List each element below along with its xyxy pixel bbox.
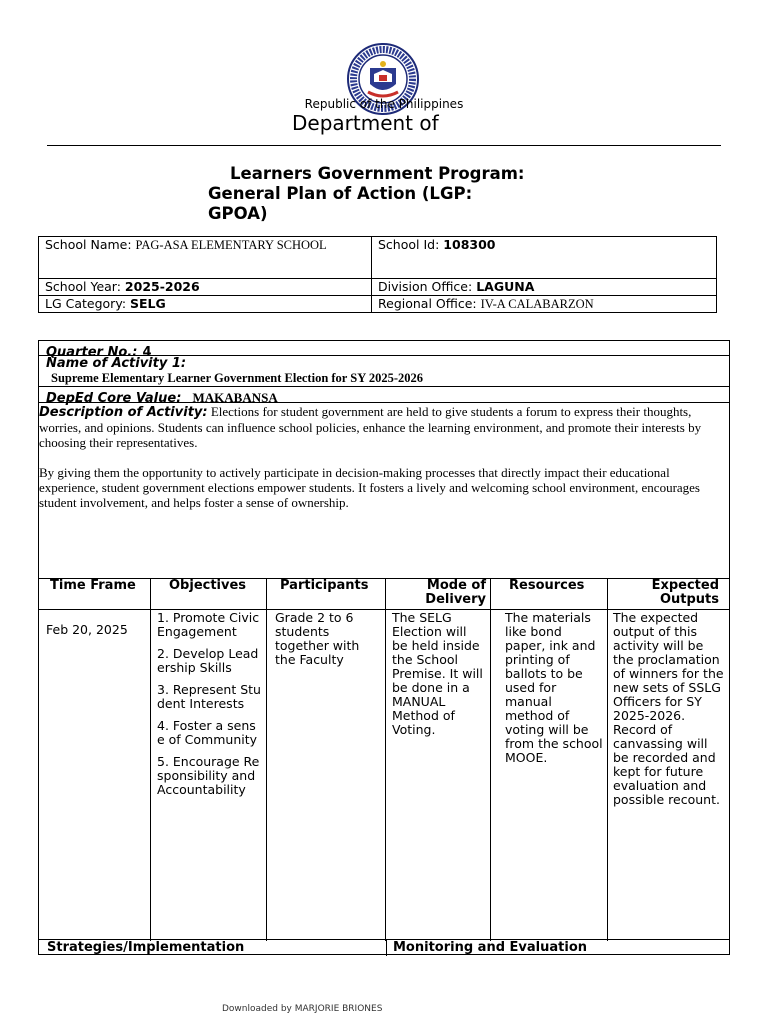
activity-name-label: Name of Activity 1:: [46, 356, 187, 371]
strategies-label: Strategies/Implementation: [47, 940, 245, 955]
school-id-label: School Id:: [378, 237, 440, 252]
header-outputs: Expected Outputs: [651, 578, 719, 607]
outputs-value: The expected output of this activity will be the proclamation of winners for the new sets of SSLG Officers for SY 2025-2026. Record of canvassing will be recorded and kept for future evaluation and possible recount.: [613, 610, 724, 807]
division-value: LAGUNA: [476, 279, 535, 294]
mode-value: The SELG Election will be held inside the School Premise. It will be done in a MANUAL Method of Voting.: [392, 610, 483, 737]
bottom-row: [39, 939, 729, 956]
core-value-row: [39, 387, 729, 406]
participants-value: Grade 2 to 6 students together with the Faculty: [275, 610, 360, 667]
school-name-label: School Name:: [45, 237, 132, 252]
description-paragraph-1: [39, 404, 721, 450]
document-title: [208, 164, 525, 224]
school-info-table: [38, 236, 717, 313]
download-footer: Downloaded by MARJORIE BRIONES: [222, 1004, 383, 1014]
bottom-row-divider: [386, 940, 387, 956]
regional-cell: [372, 296, 717, 313]
objective-item: 5. Encourage Responsibility and Accountability: [157, 754, 260, 797]
school-year-label: School Year:: [45, 279, 121, 294]
description-text-1: Elections for student government are held to give students a forum to express their thoughts, worries, and opinions. Students can influence school policies, enhance the learning environment, and promote their interests by choosing their representatives.: [39, 404, 702, 450]
regional-value: IV-A CALABARZON: [480, 297, 594, 311]
objective-item: 4. Foster a sense of Community: [157, 718, 258, 747]
school-name-value: PAG-ASA ELEMENTARY SCHOOL: [135, 238, 327, 252]
header-mode: Mode of Delivery: [425, 578, 486, 607]
lg-category-cell: [39, 296, 372, 313]
title-line-2: General Plan of Action (LGP:: [208, 184, 473, 203]
header-objectives: Objectives: [169, 578, 247, 593]
header-participants: Participants: [280, 578, 369, 593]
description-label: Description of Activity:: [39, 405, 208, 420]
title-line-1: Learners Government Program:: [230, 164, 525, 183]
school-year-cell: [39, 279, 372, 296]
header-divider: [47, 145, 721, 146]
time-frame-value: Feb 20, 2025: [46, 622, 128, 637]
header-resources: Resources: [509, 578, 585, 593]
header-time-frame: Time Frame: [50, 578, 136, 593]
resources-value: The materials like bond paper, ink and printing of ballots to be used for manual method of voting will be from the school MOOE.: [505, 610, 603, 765]
description-paragraph-2: By giving them the opportunity to actively participate in decision-making processes that directly impact their educational experience, student government elections empower students. It fosters a lively and welcoming school environment, encourages student involvement, and helps foster a sense of ownership.: [39, 465, 700, 510]
lg-category-value: SELG: [130, 296, 166, 311]
objective-item: 3. Represent Student Interests: [157, 682, 261, 711]
description-row: [39, 403, 729, 579]
division-cell: [372, 279, 717, 296]
core-value-value: MAKABANSA: [192, 390, 278, 405]
activity-name-row: [39, 356, 729, 387]
objective-item: 2. Develop Leadership Skills: [157, 646, 259, 675]
activity-plan-box: [38, 340, 730, 955]
monitoring-label: Monitoring and Evaluation: [393, 940, 588, 955]
quarter-value: 4: [142, 345, 152, 360]
republic-text: Republic of the Philippines: [304, 97, 464, 111]
school-name-cell: [39, 237, 372, 279]
school-id-value: 108300: [443, 237, 496, 252]
lg-category-label: LG Category:: [45, 296, 127, 311]
quarter-row: [39, 341, 729, 360]
quarter-label: Quarter No.:: [46, 345, 138, 360]
objectives-list: [157, 611, 262, 805]
objective-item: 1. Promote Civic Engagement: [157, 610, 260, 639]
regional-label: Regional Office:: [378, 296, 477, 311]
department-title: Department of: [292, 111, 439, 135]
school-year-value: 2025-2026: [124, 279, 200, 294]
division-label: Division Office:: [378, 279, 473, 294]
title-line-3: GPOA): [208, 204, 268, 223]
school-id-cell: [372, 237, 717, 279]
activity-name-value: Supreme Elementary Learner Government Election for SY 2025-2026: [51, 371, 424, 385]
core-value-label: DepEd Core Value:: [46, 391, 182, 406]
